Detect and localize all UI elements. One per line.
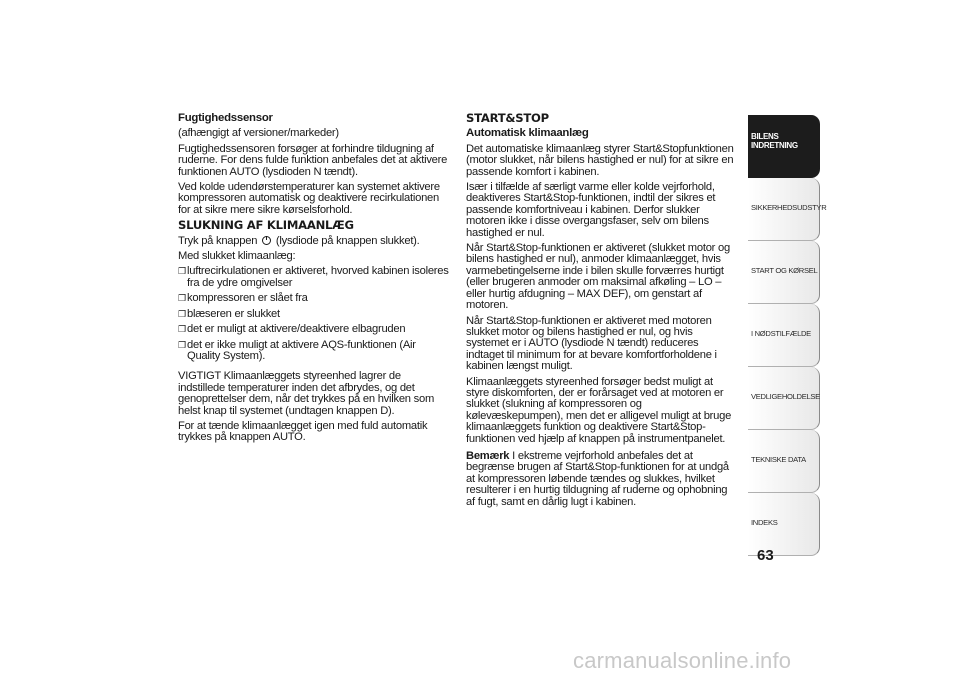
checkbox-bullet-icon: ❒ <box>178 293 186 304</box>
startstop-paragraph-3: Når Start&Stop-funktionen er aktiveret (slukket motor og bilens hastighed er nul), anmoder klimaanlægget, hvis varmebetingelserne inde i bilen skulle forværres hurtigt (eller brugeren anmoder om maksimal afkøling – LO – eller hurtig afdugning – MAX DEF), om genstart af motoren. <box>466 242 730 312</box>
bemaerk-paragraph <box>466 451 738 508</box>
list-item <box>178 340 450 363</box>
tryk-after-text: (lysdiode på knappen slukket). <box>275 234 420 247</box>
tab-label-line2: INDRETNING <box>751 141 798 150</box>
startstop-paragraph-2: Især i tilfælde af særligt varme eller kolde vejrforhold, deaktiveres Start&Stop-funktionen, indtil der sikres et passende komfortniveau i kabinen. Derfor slukker motoren ikke i disse overgangsfaser, selv om bilens hastighed er nul. <box>466 181 716 239</box>
fugt-paragraph-1: Fugtighedssensoren forsøger at forhindre tildugning af ruderne. For dens fulde funktion anbefales det at aktivere funktionen AUTO (lysdioden N tændt). <box>178 142 448 178</box>
list-item <box>178 309 450 320</box>
checkbox-bullet-icon: ❒ <box>178 324 186 335</box>
tab-tekniske-data[interactable] <box>748 430 820 493</box>
startstop-paragraph-5: Klimaanlæggets styreenhed forsøger bedst muligt at styre diskomforten, der er forårsaget ved at motoren er slukket (slukning af kompressoren og kølevæskepumpen), men det er alligevel muligt at bruge klimaanlæggets funktion og deaktivere Start&Stop-funktionen ved hjælp af knappen på instrumentpanelet. <box>466 375 732 445</box>
list-item <box>178 293 450 304</box>
list-item-text: blæseren er slukket <box>187 307 280 320</box>
slukning-heading: SLUKNING AF KLIMAANLÆG <box>178 218 354 233</box>
tab-label: SIKKERHEDSUDSTYR <box>751 203 827 212</box>
list-item-text: det er muligt at aktivere/deaktivere elbagruden <box>187 323 406 336</box>
startstop-heading: START&STOP <box>466 111 549 125</box>
list-item-text: kompressoren er slået fra <box>187 292 308 305</box>
list-item <box>178 324 450 335</box>
bemaerk-text: I ekstreme vejrforhold anbefales det at begrænse brugen af Start&Stop-funktionen for at undgå at kompressoren løbende tændes og slukkes, hvilket resulterer i en hurtig tildugning af ruderne og ophobning af fugt, samt en dårlig lugt i kabinen. <box>466 449 729 508</box>
bemaerk-label: Bemærk <box>466 449 510 462</box>
checkbox-bullet-icon: ❒ <box>178 266 186 277</box>
tab-label: TEKNISKE DATA <box>751 455 806 464</box>
left-column <box>178 113 450 448</box>
checkbox-bullet-icon: ❒ <box>178 339 186 350</box>
tab-i-nodstilfaelde[interactable] <box>748 304 820 367</box>
tryk-before-text: Tryk på knappen <box>178 234 258 247</box>
tab-bilens-indretning[interactable] <box>748 115 820 178</box>
fugt-subtitle: (afhængigt af versioner/markeder) <box>178 127 339 140</box>
fugt-paragraph-2: Ved kolde udendørstemperaturer kan systemet aktivere kompressoren automatisk og deaktivere recirkulationen for at sikre mere sikre kørselsforhold. <box>178 181 440 216</box>
tab-vedligeholdelse[interactable] <box>748 367 820 430</box>
tab-label-line1: BILENS <box>751 132 779 141</box>
startstop-paragraph-1: Det automatiske klimaanlæg styrer Start&Stopfunktionen (motor slukket, når bilens hastighed er nul) for at sikre en passende komfort i kabinen. <box>466 142 734 178</box>
chapter-tabs <box>748 115 827 556</box>
auto-klima-title: Automatisk klimaanlæg <box>466 127 589 140</box>
startstop-paragraph-4: Når Start&Stop-funktionen er aktiveret med motoren slukket motor og bilens hastighed er nul, og hvis systemet er i AUTO (lysdiode N tændt) reduceres indtaget til minimum for at bevare komfortforholdene i kabinen længst muligt. <box>466 314 717 373</box>
checkbox-bullet-icon: ❒ <box>178 308 186 319</box>
watermark: carmanualsonline.info <box>573 648 792 673</box>
right-column <box>466 113 738 512</box>
power-knob-icon <box>262 236 271 245</box>
list-item-text: luftrecirkulationen er aktiveret, hvorved kabinen isoleres fra de ydre omgivelser <box>187 265 449 289</box>
list-item-text: det er ikke muligt at aktivere AQS-funktionen (Air Quality System). <box>187 338 416 362</box>
med-slukket-text: Med slukket klimaanlæg: <box>178 250 296 263</box>
tab-label: I NØDSTILFÆLDE <box>751 329 811 338</box>
tab-start-og-korsel[interactable] <box>748 241 820 304</box>
fugt-title: Fugtighedssensor <box>178 112 273 124</box>
tab-sikkerhedsudstyr[interactable] <box>748 178 827 241</box>
tab-label <box>751 132 798 150</box>
tab-label: INDEKS <box>751 518 778 527</box>
page-number: 63 <box>757 547 774 564</box>
for-at-taende-paragraph: For at tænde klimaanlægget igen med fuld automatik trykkes på knappen AUTO. <box>178 419 428 444</box>
tryk-paragraph <box>178 236 450 247</box>
tab-label: VEDLIGEHOLDELSE <box>751 392 820 401</box>
vigtigt-paragraph: VIGTIGT Klimaanlæggets styreenhed lagrer de indstillede temperaturer inden det afbrydes, og det genoprettelser dem, når det trykkes på en hvilken som helst knap til systemet (undtagen knappen D). <box>178 370 435 417</box>
tab-label: START OG KØRSEL <box>751 266 818 275</box>
list-item <box>178 266 450 289</box>
